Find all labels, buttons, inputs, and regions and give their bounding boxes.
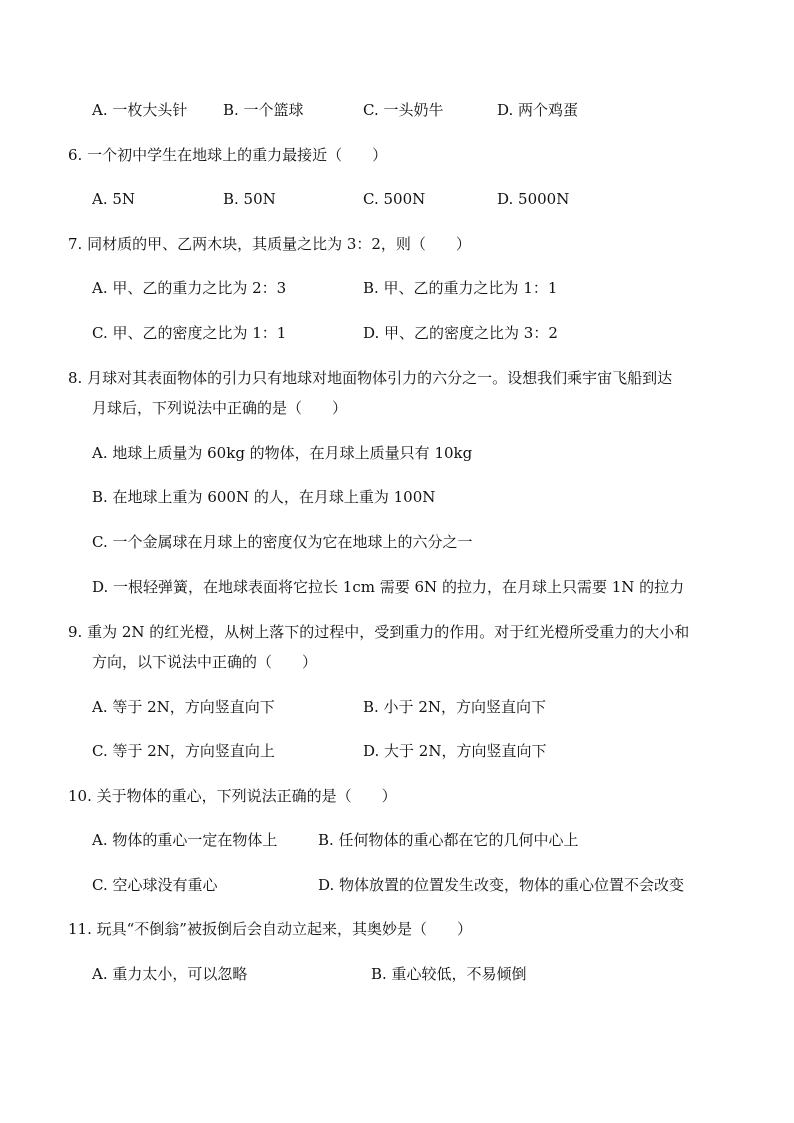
option-c: C. 等于 2N，方向竖直向上 [92,742,275,760]
option-d: D. 一根轻弹簧，在地球表面将它拉长 1cm 需要 6N 的拉力，在月球上只需要 1N 的拉力 [92,578,685,596]
option-d: D. 5000N [497,190,570,208]
question-stem: 10. 关于物体的重心，下列说法正确的是（ ） [68,787,397,805]
question-stem: 8. 月球对其表面物体的引力只有地球对地面物体引力的六分之一。设想我们乘宇宙飞船到达 [68,369,673,387]
option-b: B. 重心较低，不易倾倒 [371,965,527,983]
option-c: C. 甲、乙的密度之比为 1：1 [92,324,287,342]
option-b: B. 小于 2N，方向竖直向下 [363,698,546,716]
question-stem-continued: 方向，以下说法中正确的（ ） [92,653,318,671]
option-b: B. 甲、乙的重力之比为 1：1 [363,279,558,297]
option-c: C. 一头奶牛 [363,101,444,119]
option-a: A. 5N [92,190,136,208]
question-stem: 6. 一个初中学生在地球上的重力最接近（ ） [68,146,388,164]
option-c: C. 一个金属球在月球上的密度仅为它在地球上的六分之一 [92,533,473,551]
option-b: B. 一个篮球 [223,101,304,119]
option-d: D. 两个鸡蛋 [497,101,579,119]
option-d: D. 大于 2N，方向竖直向下 [363,742,547,760]
option-d: D. 甲、乙的密度之比为 3：2 [363,324,558,342]
option-a: A. 地球上质量为 60kg 的物体，在月球上质量只有 10kg [92,444,473,462]
option-c: C. 500N [363,190,426,208]
question-stem: 11. 玩具“不倒翁”被扳倒后会自动立起来，其奥妙是（ ） [68,920,472,938]
option-b: B. 50N [223,190,276,208]
option-a: A. 物体的重心一定在物体上 [92,831,278,849]
question-stem-continued: 月球后，下列说法中正确的是（ ） [92,399,348,417]
question-stem: 9. 重为 2N 的红光橙，从树上落下的过程中，受到重力的作用。对于红光橙所受重力的大小和 [68,623,690,641]
option-b: B. 任何物体的重心都在它的几何中心上 [318,831,579,849]
option-c: C. 空心球没有重心 [92,876,218,894]
option-a: A. 重力太小，可以忽略 [92,965,248,983]
option-a: A. 甲、乙的重力之比为 2：3 [92,279,287,297]
question-stem: 7. 同材质的甲、乙两木块，其质量之比为 3：2，则（ ） [68,235,471,253]
option-d: D. 物体放置的位置发生改变，物体的重心位置不会改变 [318,876,685,894]
option-b: B. 在地球上重为 600N 的人，在月球上重为 100N [92,488,436,506]
option-a: A. 等于 2N，方向竖直向下 [92,698,275,716]
option-a: A. 一枚大头针 [92,101,188,119]
